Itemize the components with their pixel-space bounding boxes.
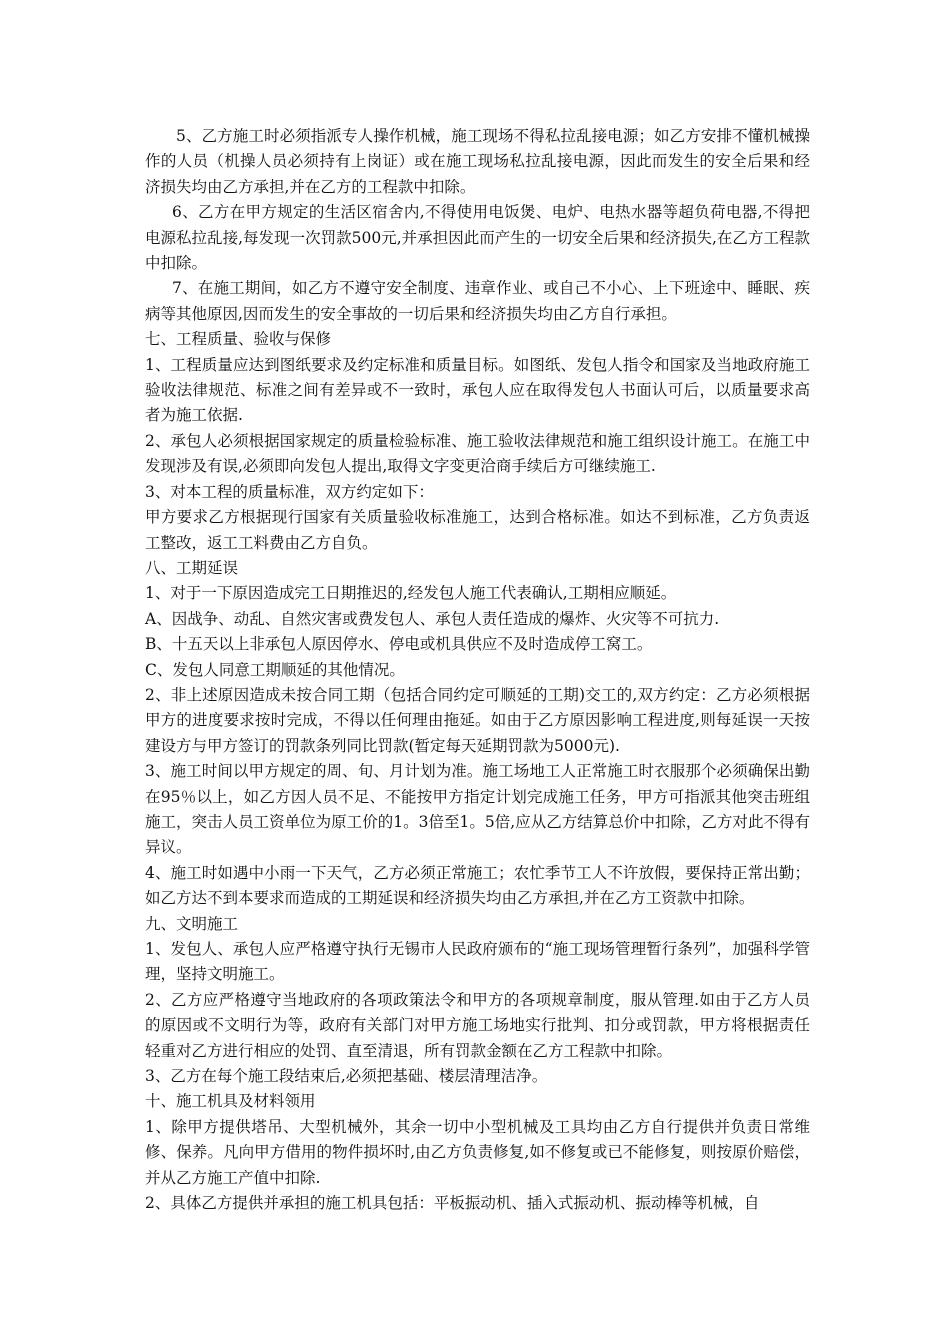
paragraph-civilized-3: 3、乙方在每个施工段结束后,必须把基础、楼层清理洁净。 [145, 1067, 548, 1086]
paragraph-civilized-1: 1、发包人、承包人应严格遵守执行无锡市人民政府颁布的“施工现场管理暂行条列”，加强科学管理，坚持文明施工。 [145, 940, 810, 984]
paragraph-civilized-2: 2、乙方应严格遵守当地政府的各项政策法令和甲方的各项规章制度，服从管理.如由于乙方人员的原因或不文明行为等，政府有关部门对甲方施工场地实行批判、扣分或罚款，甲方将根据责任轻重对乙方进行相应的处罚、直至清退，所有罚款金额在乙方工程款中扣除。 [145, 990, 810, 1060]
document-body [145, 124, 810, 1216]
paragraph-equipment-1: 1、除甲方提供塔吊、大型机械外，其余一切中小型机械及工具均由乙方自行提供并负责日常维修、保养。凡向甲方借用的物件损坏时,由乙方负责修复,如不修复或已不能修复，则按原价赔偿，并从乙方施工产值中扣除. [145, 1117, 810, 1187]
paragraph-delay-3: 3、施工时间以甲方规定的周、旬、月计划为准。施工场地工人正常施工时衣服那个必须确保出勤在95％以上，如乙方因人员不足、不能按甲方指定计划完成施工任务，甲方可指派其他突击班组施工，突击人员工资单位为原工价的1。3倍至1。5倍,应从乙方结算总价中扣除，乙方对此不得有异议。 [145, 762, 810, 857]
paragraph-delay-2: 2、非上述原因造成未按合同工期（包括合同约定可顺延的工期)交工的,双方约定：乙方必须根据甲方的进度要求按时完成，不得以任何理由拖延。如由于乙方原因影响工程进度,则每延误一天按建设方与甲方签订的罚款条列同比罚款(暂定每天延期罚款为5000元). [145, 685, 810, 755]
paragraph-delay-c: C、发包人同意工期顺延的其他情况。 [145, 660, 405, 679]
paragraph-delay-a: A、因战争、动乱、自然灾害或费发包人、承包人责任造成的爆炸、火灾等不可抗力. [145, 609, 720, 628]
paragraph-equipment-2: 2、具体乙方提供并承担的施工机具包括：平板振动机、插入式振动机、振动棒等机械，自 [145, 1194, 760, 1213]
section-heading-quality: 七、工程质量、验收与保修 [145, 330, 332, 349]
section-heading-equipment: 十、施工机具及材料领用 [145, 1092, 316, 1111]
paragraph-safety-6: 6、乙方在甲方规定的生活区宿舍内,不得使用电饭煲、电炉、电热水器等超负荷电器,不得把电源私拉乱接,每发现一次罚款500元,并承担因此而产生的一切安全后果和经济损失,在乙方工程款中扣除。 [145, 203, 810, 273]
paragraph-safety-7: 7、在施工期间，如乙方不遵守安全制度、违章作业、或自己不小心、上下班途中、睡眠、疾病等其他原因,因而发生的安全事故的一切后果和经济损失均由乙方自行承担。 [145, 279, 810, 323]
paragraph-quality-2: 2、承包人必须根据国家规定的质量检验标准、施工验收法律规范和施工组织设计施工。在施工中发现涉及有误,必须即向发包人提出,取得文字变更洽商手续后方可继续施工. [145, 431, 810, 476]
paragraph-delay-b: B、十五天以上非承包人原因停水、停电或机具供应不及时造成停工窝工。 [145, 635, 653, 654]
paragraph-quality-standard: 甲方要求乙方根据现行国家有关质量验收标准施工，达到合格标准。如达不到标准，乙方负责返工整改，返工工料费由乙方自负。 [145, 508, 810, 552]
section-heading-delay: 八、工期延误 [145, 558, 239, 577]
paragraph-quality-3: 3、对本工程的质量标准，双方约定如下： [145, 482, 434, 501]
paragraph-delay-1: 1、对于一下原因造成完工日期推迟的,经发包人施工代表确认,工期相应顺延。 [145, 584, 677, 603]
paragraph-delay-4: 4、施工时如遇中小雨一下天气，乙方必须正常施工；农忙季节工人不许放假，要保持正常出勤；如乙方达不到本要求而造成的工期延误和经济损失均由乙方承担,并在乙方工资款中扣除。 [145, 863, 810, 908]
paragraph-safety-5: 5、乙方施工时必须指派专人操作机械，施工现场不得私拉乱接电源；如乙方安排不懂机械操作的人员（机操人员必须持有上岗证）或在施工现场私拉乱接电源，因此而发生的安全后果和经济损失均由乙方承担,并在乙方的工程款中扣除。 [145, 127, 810, 196]
section-heading-civilized: 九、文明施工 [145, 914, 239, 933]
paragraph-quality-1: 1、工程质量应达到图纸要求及约定标准和质量目标。如图纸、发包人指令和国家及当地政府施工验收法律规范、标准之间有差异或不一致时，承包人应在取得发包人书面认可后，以质量要求高者为施工依据. [145, 355, 810, 425]
